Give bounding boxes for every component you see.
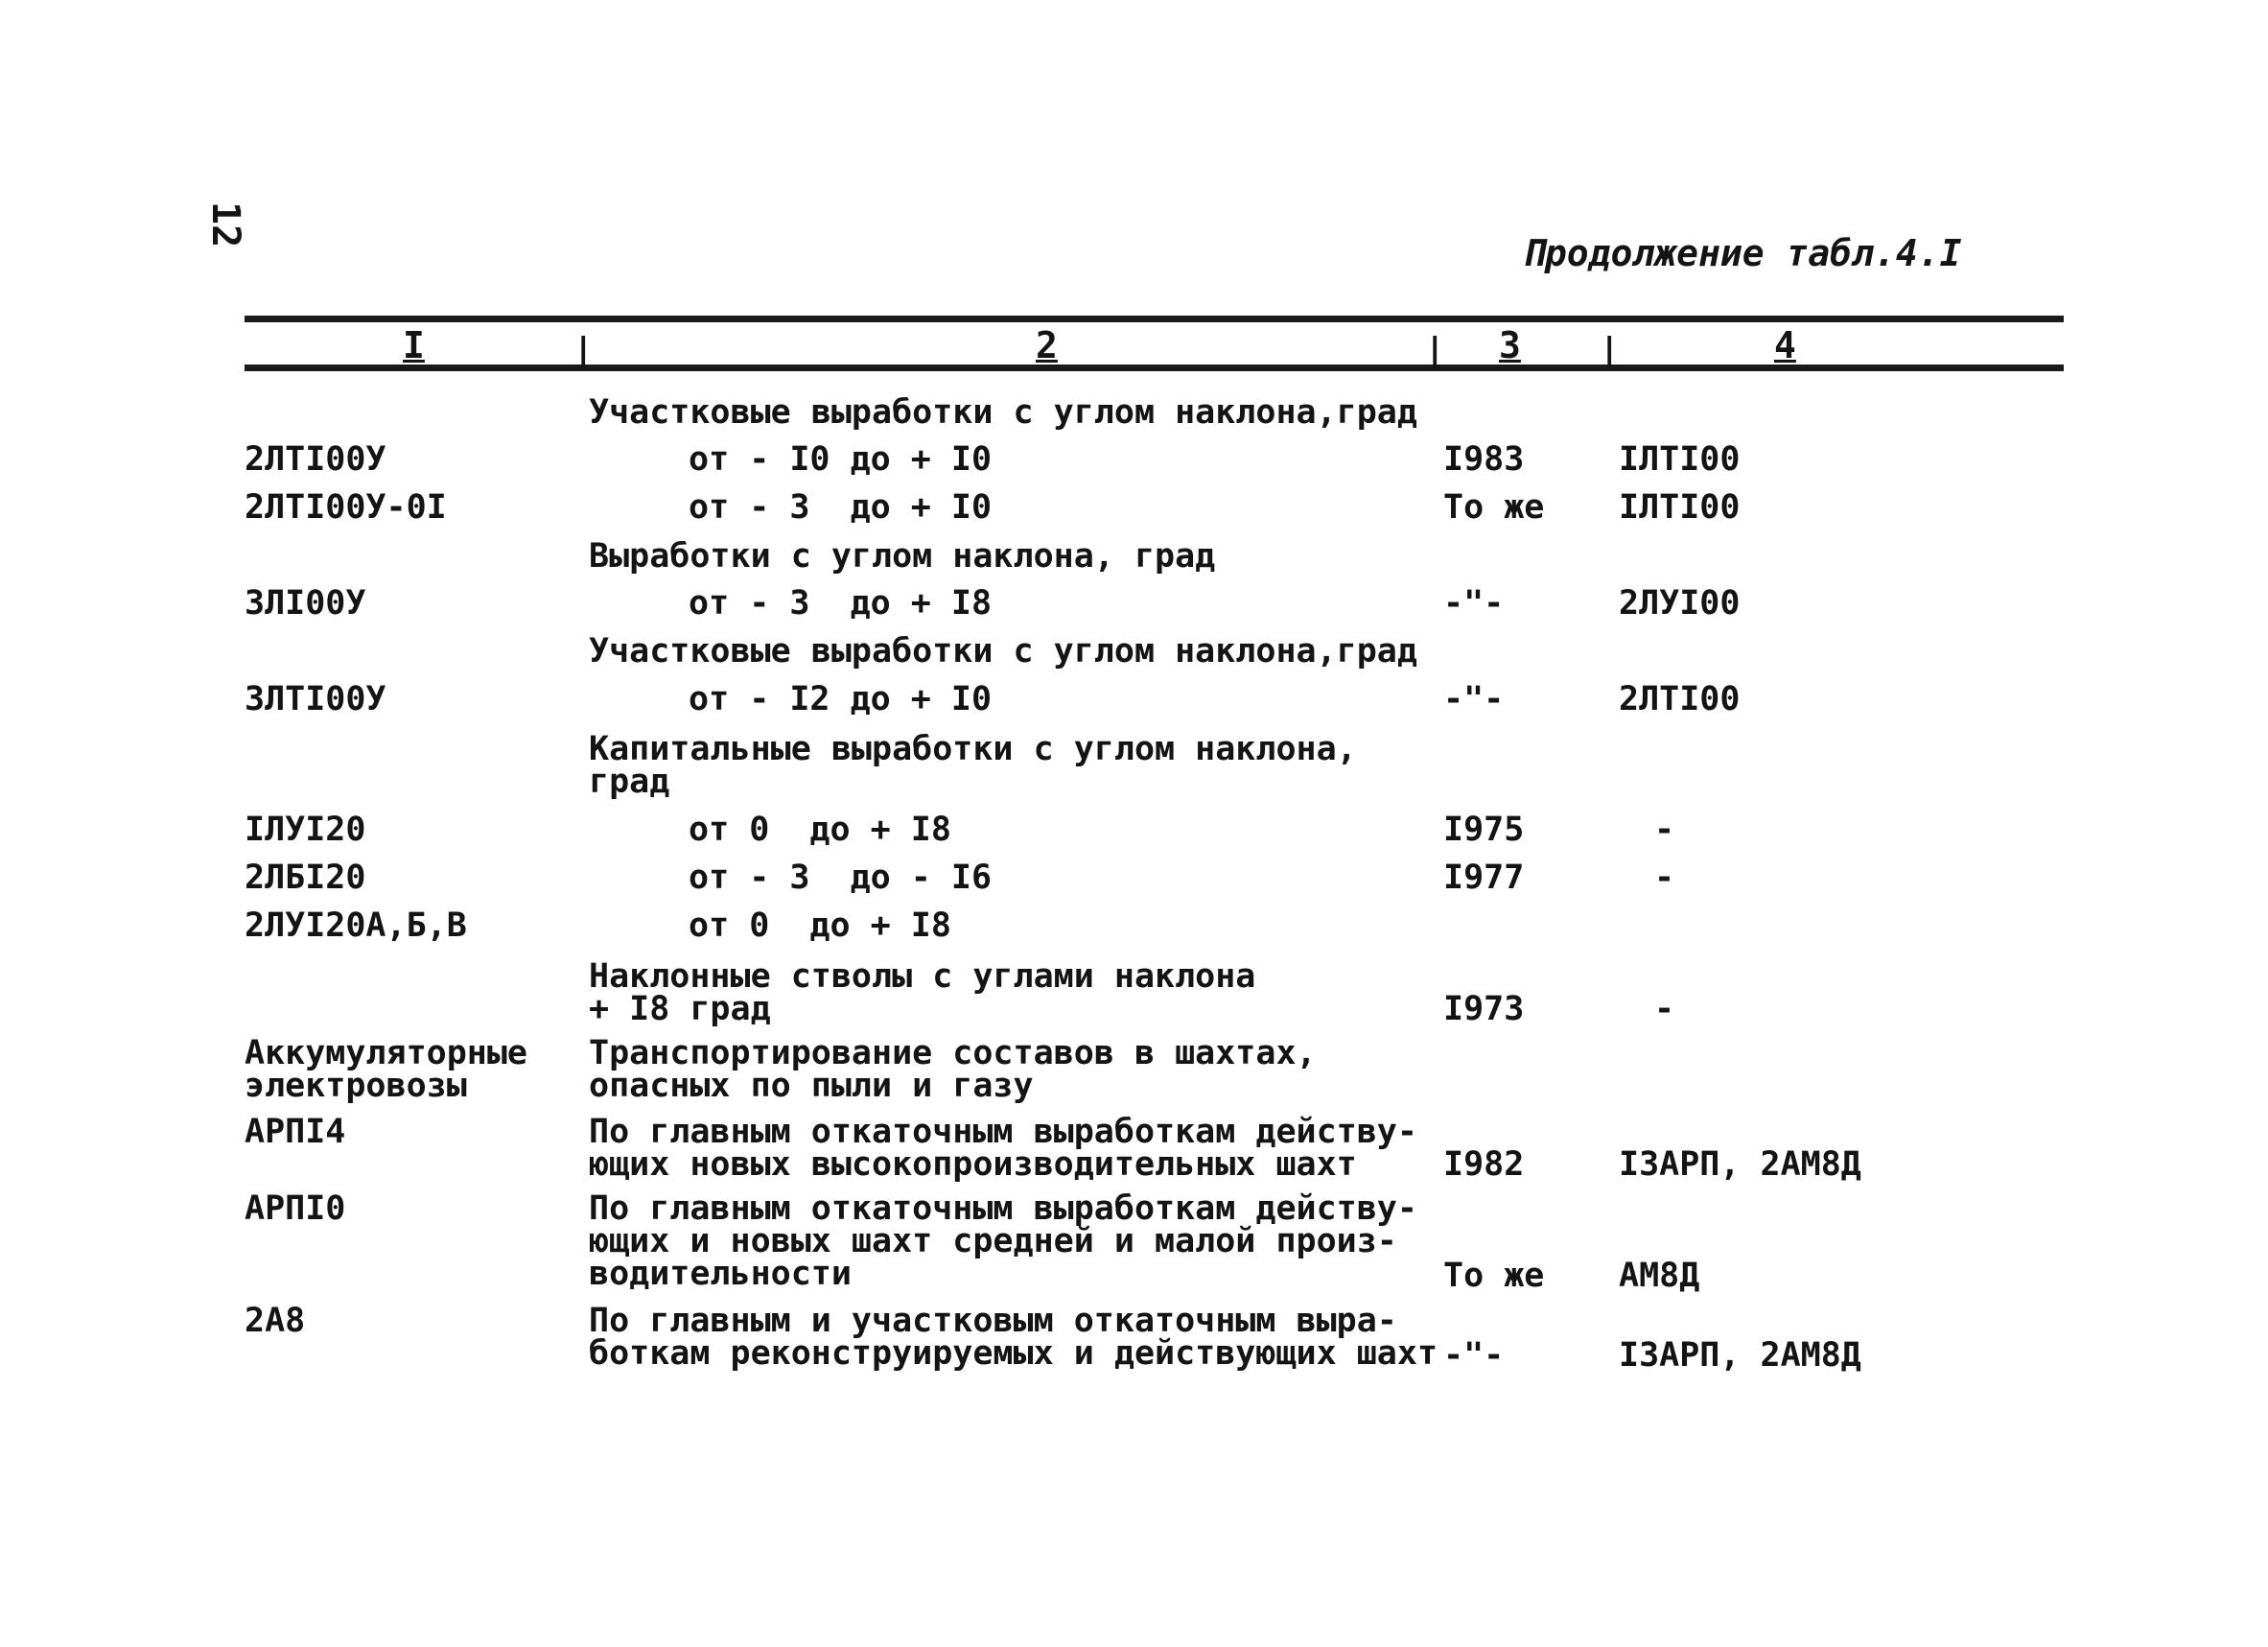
column-separator: | bbox=[1425, 331, 1445, 369]
column-header-1: I bbox=[403, 324, 425, 366]
table-cell-replaces: IЛТI00 bbox=[1619, 440, 1741, 479]
table-cell-year: I982 bbox=[1443, 1145, 1525, 1184]
page-number: 12 bbox=[203, 201, 247, 248]
table-cell-year: I977 bbox=[1443, 859, 1525, 897]
table-cell-year: -"- bbox=[1443, 1336, 1505, 1375]
table-cell-designation: 2ЛТI00У-0I bbox=[245, 488, 447, 527]
table-cell-replaces: - bbox=[1654, 811, 1675, 849]
table-cell-description: от - 3 до - I6 bbox=[689, 859, 993, 897]
column-header-2: 2 bbox=[1036, 324, 1058, 366]
column-header-4: 4 bbox=[1774, 324, 1796, 366]
table-cell-description: Капитальные выработки с углом наклона, град bbox=[589, 730, 1357, 801]
table-cell-description: Выработки с углом наклона, град bbox=[589, 537, 1216, 576]
table-cell-designation: 3ЛI00У bbox=[245, 584, 366, 623]
table-cell-replaces: I3АРП, 2АМ8Д bbox=[1619, 1336, 1861, 1375]
table-cell-description: Наклонные стволы с углами наклона + I8 град bbox=[589, 957, 1256, 1028]
table-cell-replaces: 2ЛУI00 bbox=[1619, 584, 1741, 623]
table-cell-designation: 2А8 bbox=[245, 1302, 306, 1340]
table-cell-designation: 2ЛТI00У bbox=[245, 440, 386, 479]
table-cell-replaces: IЛТI00 bbox=[1619, 488, 1741, 527]
continuation-title: Продолжение табл.4.I bbox=[1523, 232, 1962, 274]
table-cell-description: от - I2 до + I0 bbox=[689, 680, 993, 718]
table-cell-replaces: АМ8Д bbox=[1619, 1257, 1700, 1295]
table-cell-year: То же bbox=[1443, 1257, 1545, 1295]
table-cell-designation: 2ЛБI20 bbox=[245, 859, 366, 897]
table-cell-year: I975 bbox=[1443, 811, 1525, 849]
table-cell-year: -"- bbox=[1443, 680, 1505, 718]
table-cell-replaces: - bbox=[1654, 990, 1675, 1028]
column-separator: | bbox=[1600, 331, 1620, 369]
table-top-rule bbox=[245, 316, 2064, 322]
table-cell-designation: 3ЛТI00У bbox=[245, 680, 386, 718]
table-cell-replaces: 2ЛТI00 bbox=[1619, 680, 1741, 718]
table-cell-year: I983 bbox=[1443, 440, 1525, 479]
table-cell-year: -"- bbox=[1443, 584, 1505, 623]
table-cell-description: Участковые выработки с углом наклона,град bbox=[589, 632, 1417, 671]
table-cell-description: По главным и участковым откаточным выра- боткам реконструируемых и действующих шахт bbox=[589, 1302, 1438, 1373]
column-separator: | bbox=[573, 331, 594, 369]
table-cell-description: Транспортирование составов в шахтах, опасных по пыли и газу bbox=[589, 1034, 1317, 1105]
table-cell-replaces: - bbox=[1654, 859, 1675, 897]
table-cell-designation: Аккумуляторные электровозы bbox=[245, 1034, 528, 1105]
table-cell-designation: 2ЛУI20А,Б,В bbox=[245, 906, 467, 945]
table-cell-designation: АРПI0 bbox=[245, 1189, 346, 1228]
table-cell-description: от 0 до + I8 bbox=[689, 906, 951, 945]
table-cell-description: от - 3 до + I8 bbox=[689, 584, 993, 623]
table-cell-description: По главным откаточным выработкам действу- ющих и новых шахт средней и малой произ- водительности bbox=[589, 1189, 1417, 1293]
table-cell-description: По главным откаточным выработкам действу- ющих новых высокопроизводительных шахт bbox=[589, 1113, 1417, 1184]
table-cell-description: от - I0 до + I0 bbox=[689, 440, 993, 479]
table-cell-description: от - 3 до + I0 bbox=[689, 488, 993, 527]
table-cell-designation: АРПI4 bbox=[245, 1113, 346, 1151]
table-cell-description: от 0 до + I8 bbox=[689, 811, 951, 849]
column-header-3: 3 bbox=[1499, 324, 1521, 366]
table-cell-replaces: I3АРП, 2АМ8Д bbox=[1619, 1145, 1861, 1184]
table-cell-year: I973 bbox=[1443, 990, 1525, 1028]
table-cell-description: Участковые выработки с углом наклона,град bbox=[589, 393, 1417, 432]
table-cell-year: То же bbox=[1443, 488, 1545, 527]
table-cell-designation: IЛУI20 bbox=[245, 811, 366, 849]
